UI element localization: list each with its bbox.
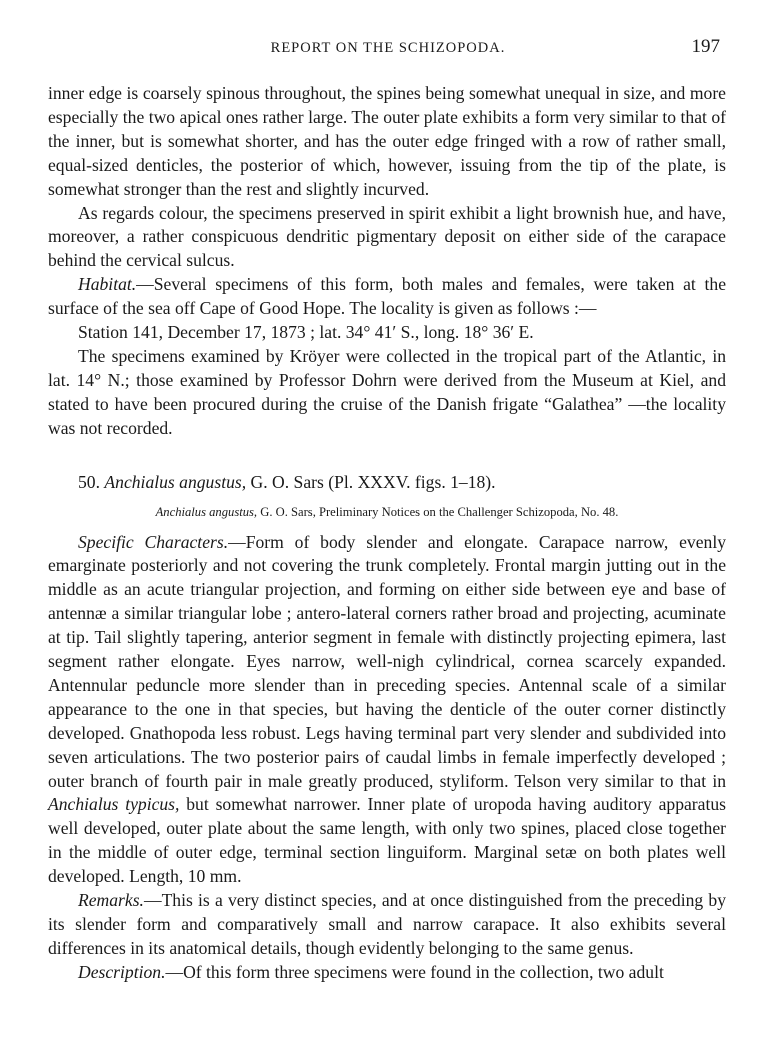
remarks-heading: Remarks. — [78, 890, 144, 911]
section-gap — [48, 441, 726, 471]
paragraph-specimens: The specimens examined by Kröyer were collected in the tropical part of the Atlantic, in lat. 14° N.; those examined by Professor Dohrn were derived from the Museum at Kiel, and stated to have been procured during the cruise of the Danish frigate “Galathea” —the locality was not recorded. — [48, 345, 726, 438]
remarks-text: —This is a very distinct species, and at once distinguished from the preceding by its slender form and comparatively small and narrow carapace. It also exhibits several differences in its anatomical details, though evidently belonging to the same genus. — [48, 890, 726, 958]
specific-heading: Specific Characters. — [78, 531, 229, 552]
paragraph-description — [48, 961, 726, 985]
habitat-text: —Several specimens of this form, both males and females, were taken at the surface of the sea off Cape of Good Hope. The locality is given as follows :— — [48, 274, 726, 319]
paragraph-inner-edge: inner edge is coarsely spinous throughout, the spines being somewhat unequal in size, and more especially the two apical ones rather large. The outer plate exhibits a form very similar to that of the inner, but is somewhat shorter, and has the outer edge fringed with a row of rather small, equal-sized denticles, the posterior of which, however, issuing from the tip of the plate, is somewhat stronger than the rest and slightly incurved. — [48, 83, 726, 199]
page-header — [48, 36, 728, 60]
habitat-heading: Habitat. — [78, 274, 137, 295]
station-line: Station 141, December 17, 1873 ; lat. 34° 41′ S., long. 18° 36′ E. — [78, 322, 534, 343]
species-number: 50. — [78, 471, 100, 492]
species-citation — [48, 503, 726, 521]
species-authority: G. O. Sars (Pl. XXXV. figs. 1–18). — [250, 471, 496, 492]
citation-text: G. O. Sars, Preliminary Notices on the Challenger Schizopoda, No. 48. — [260, 504, 619, 519]
running-title: REPORT ON THE SCHIZOPODA. — [270, 40, 506, 56]
species-name: Anchialus angustus, — [104, 471, 247, 492]
paragraph-colour: As regards colour, the specimens preserved in spirit exhibit a light brownish hue, and have, moreover, a rather conspicuous dendritic pigmentary deposit on either side of the carapace behind the cervical sulcus. — [48, 202, 726, 271]
specific-ref-species: Anchialus typicus, — [48, 794, 180, 815]
paragraph-remarks — [48, 889, 726, 961]
paragraph-habitat — [48, 273, 726, 321]
specific-text-after: but somewhat narrower. Inner plate of uropoda having auditory apparatus well developed, outer plate about the same length, with only two spines, placed close together in the middle of outer edge, terminal section linguiform. Marginal setæ on both plates well developed. Length, 10 mm. — [48, 794, 726, 887]
body-text — [48, 82, 726, 985]
description-heading: Description. — [78, 961, 166, 982]
species-heading — [48, 471, 726, 495]
description-text: —Of this form three specimens were found in the collection, two adult — [165, 961, 664, 982]
paragraph-specific-characters — [48, 531, 726, 890]
citation-name: Anchialus angustus, — [155, 504, 258, 519]
specific-text-before: —Form of body slender and elongate. Carapace narrow, evenly emarginate posteriorly and not covering the trunk completely. Frontal margin jutting out in the middle as an acute triangular projection, and forming on either side between eye and base of antennæ a similar triangular lobe ; antero-lateral corners rather broad and projecting, acuminate at tip. Tail slightly tapering, anterior segment in female with distinctly projecting epimera, last segment rather elongate. Eyes narrow, well-nigh cylindrical, cornea scarcely expanded. Antennular peduncle more slender than in preceding species. Antennal scale of a similar appearance to the one in that species, but having the denticle of the outer corner distinctly developed. Gnathopoda less robust. Legs having terminal part very slender and subdivided into seven articulations. The two posterior pairs of caudal limbs in female imperfectly developed ; outer branch of fourth pair in male greatly produced, styliform. Telson very similar to that in — [48, 531, 727, 791]
page-number: 197 — [691, 36, 720, 57]
